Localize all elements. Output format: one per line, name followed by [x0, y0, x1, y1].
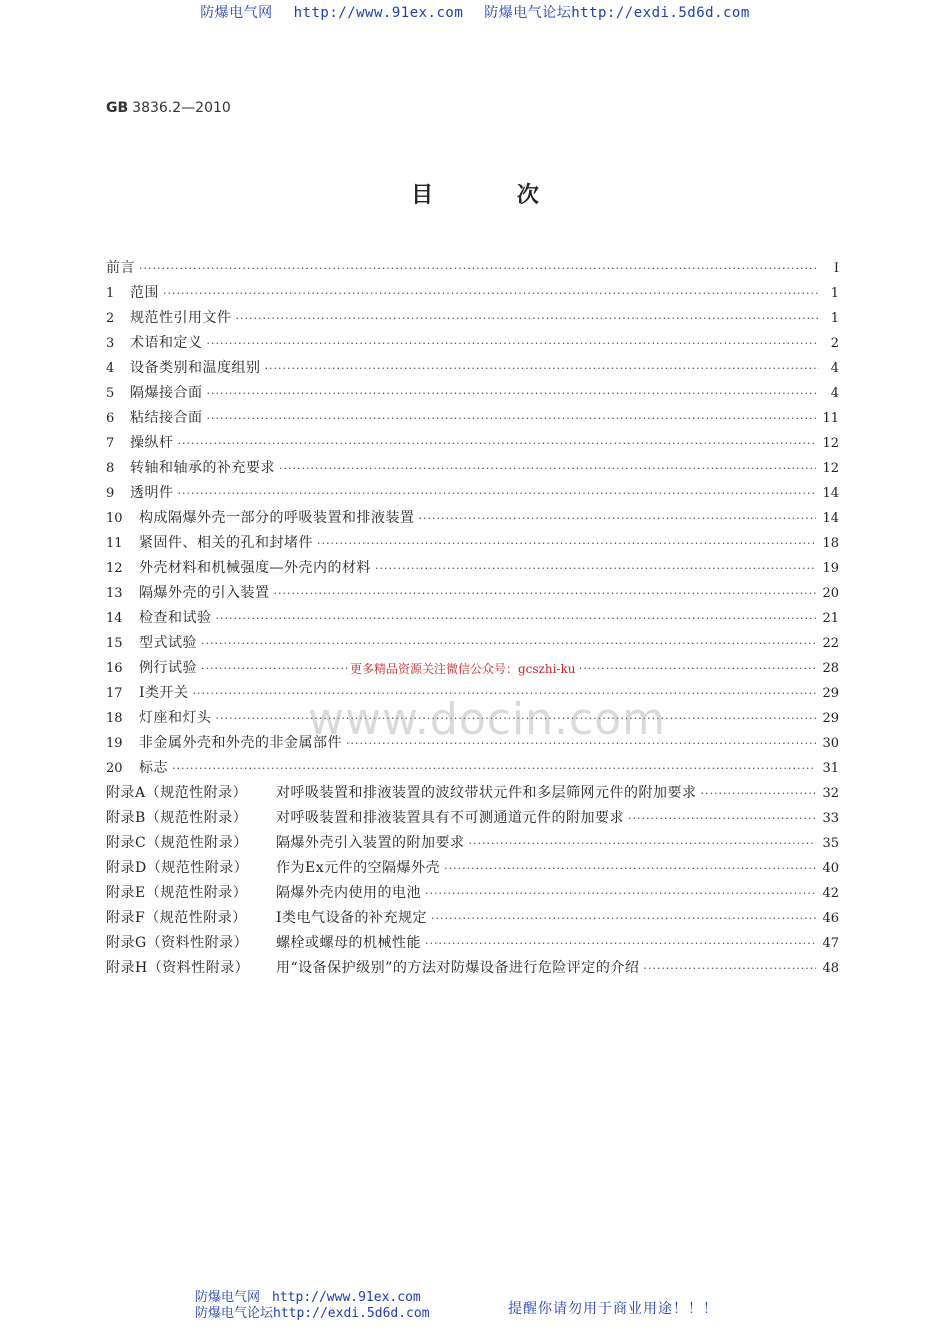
toc-entry[interactable]	[106, 507, 839, 532]
toc-appendix-entry[interactable]	[106, 807, 839, 832]
toc-leader-dots	[207, 387, 820, 400]
footer-line-2	[195, 1306, 430, 1322]
toc-appendix-entry[interactable]	[106, 782, 839, 807]
toc-entry-page: 4	[830, 386, 839, 401]
page-title: 目 次	[411, 183, 577, 208]
toc-leader-dots	[628, 812, 816, 825]
header-site-name: 防爆电气网	[200, 5, 273, 21]
toc-leader-dots	[469, 837, 817, 850]
toc-entry-label: 紧固件、相关的孔和封堵件	[139, 535, 313, 551]
toc-appendix-page: 32	[822, 786, 839, 801]
toc-entry-number: 6	[106, 411, 115, 426]
toc-entry-number: 16	[106, 661, 123, 676]
toc-appendix-page: 47	[822, 936, 839, 951]
toc-leader-dots	[643, 962, 816, 975]
toc-entry[interactable]	[106, 282, 839, 307]
toc-appendix-entry[interactable]	[106, 932, 839, 957]
toc-leader-dots	[431, 912, 816, 925]
toc-entry-label: 规范性引用文件	[130, 310, 232, 326]
toc-leader-dots	[425, 937, 816, 950]
toc-entry[interactable]	[106, 607, 839, 632]
toc-leader-dots	[265, 362, 820, 375]
toc-entry-page: 1	[830, 286, 839, 301]
toc-leader-dots	[207, 337, 820, 350]
toc-leader-dots	[201, 637, 816, 650]
toc-appendix-label: 隔爆外壳引入装置的附加要求	[276, 835, 465, 851]
toc-appendix-label: 对呼吸装置和排液装置的波纹带状元件和多层筛网元件的附加要求	[276, 785, 697, 801]
toc-entry-label: 外壳材料和机械强度—外壳内的材料	[139, 560, 371, 576]
toc-entry-number: 14	[106, 611, 123, 626]
footer-line-1	[195, 1290, 430, 1306]
toc-appendix-prefix: 附录G（资料性附录）	[106, 935, 249, 951]
toc-entry-number: 11	[106, 536, 123, 551]
toc-entry-label: 构成隔爆外壳一部分的呼吸装置和排液装置	[139, 510, 415, 526]
toc-appendix-prefix: 附录B（规范性附录）	[106, 810, 248, 826]
toc-appendix-page: 40	[822, 861, 839, 876]
toc-leader-dots	[279, 462, 816, 475]
toc-entry[interactable]	[106, 407, 839, 432]
toc-appendix-label: 作为Ex元件的空隔爆外壳	[276, 860, 441, 876]
toc-appendix-prefix: 附录D（规范性附录）	[106, 860, 249, 876]
toc-entry[interactable]	[106, 332, 839, 357]
toc-leader-dots	[425, 887, 816, 900]
footer-site-name: 防爆电气网	[195, 1290, 261, 1305]
table-of-contents	[106, 257, 839, 982]
toc-entry[interactable]	[106, 532, 839, 557]
toc-entry-number: 10	[106, 511, 123, 526]
toc-entry-number: 12	[106, 561, 123, 576]
toc-appendix-label: Ⅰ类电气设备的补充规定	[276, 910, 428, 926]
toc-entry[interactable]	[106, 382, 839, 407]
toc-entry-label: 隔爆外壳的引入装置	[139, 585, 270, 601]
toc-entry[interactable]	[106, 257, 839, 282]
toc-leader-dots	[207, 412, 817, 425]
toc-leader-dots	[419, 512, 817, 525]
toc-entry-page: Ⅰ	[833, 261, 839, 276]
toc-appendix-prefix: 附录F（规范性附录）	[106, 910, 247, 926]
toc-entry-page: 14	[822, 511, 839, 526]
toc-entry[interactable]	[106, 582, 839, 607]
toc-entry-page: 4	[830, 361, 839, 376]
toc-entry-page: 12	[822, 461, 839, 476]
toc-appendix-label: 用“设备保护级别”的方法对防爆设备进行危险评定的介绍	[276, 960, 640, 976]
toc-entry-label: 灯座和灯头	[139, 710, 212, 726]
toc-entry-label: 操纵杆	[130, 435, 174, 451]
toc-entry[interactable]	[106, 307, 839, 332]
toc-appendix-prefix: 附录H（资料性附录）	[106, 960, 250, 976]
toc-entry-number: 3	[106, 336, 115, 351]
toc-appendix-prefix: 附录C（规范性附录）	[106, 835, 248, 851]
toc-appendix-prefix: 附录E（规范性附录）	[106, 885, 248, 901]
toc-entry-page: 11	[822, 411, 839, 426]
toc-appendix-label: 隔爆外壳内使用的电池	[276, 885, 421, 901]
toc-leader-dots	[178, 437, 817, 450]
toc-leader-dots	[701, 787, 817, 800]
toc-appendix-entry[interactable]	[106, 957, 839, 982]
toc-entry-page: 29	[822, 711, 839, 726]
toc-entry-label: 前言	[106, 260, 135, 276]
toc-entry-page: 19	[822, 561, 839, 576]
toc-appendix-prefix: 附录A（规范性附录）	[106, 785, 248, 801]
toc-leader-dots	[375, 562, 816, 575]
toc-entry[interactable]	[106, 432, 839, 457]
toc-entry-page: 30	[822, 736, 839, 751]
toc-appendix-label: 螺栓或螺母的机械性能	[276, 935, 421, 951]
toc-appendix-page: 46	[822, 911, 839, 926]
toc-entry-label: 设备类别和温度组别	[130, 360, 261, 376]
toc-entry-number: 4	[106, 361, 115, 376]
toc-leader-dots	[236, 312, 820, 325]
toc-appendix-page: 35	[822, 836, 839, 851]
toc-entry-page: 31	[822, 761, 839, 776]
toc-entry-number: 13	[106, 586, 123, 601]
toc-entry-label: 术语和定义	[130, 335, 203, 351]
standard-code-number: 3836.2—2010	[132, 100, 231, 116]
toc-appendix-label: 对呼吸装置和排液装置具有不可测通道元件的附加要求	[276, 810, 624, 826]
toc-entry[interactable]	[106, 482, 839, 507]
toc-entry-number: 5	[106, 386, 115, 401]
toc-entry-number: 1	[106, 286, 115, 301]
toc-appendix-entry[interactable]	[106, 832, 839, 857]
toc-entry-label: 转轴和轴承的补充要求	[130, 460, 275, 476]
toc-entry-number: 8	[106, 461, 115, 476]
standard-code	[106, 100, 231, 116]
toc-entry-page: 12	[822, 436, 839, 451]
toc-entry-page: 28	[822, 661, 839, 676]
toc-entry-label: 检查和试验	[139, 610, 212, 626]
toc-entry-label: 范围	[130, 285, 159, 301]
toc-entry-number: 2	[106, 311, 115, 326]
toc-entry-page: 2	[830, 336, 839, 351]
toc-entry[interactable]	[106, 357, 839, 382]
toc-entry-number: 17	[106, 686, 123, 701]
toc-entry-label: 型式试验	[139, 635, 197, 651]
toc-appendix-entry[interactable]	[106, 907, 839, 932]
toc-leader-dots	[444, 862, 816, 875]
toc-entry-page: 22	[822, 636, 839, 651]
toc-entry-label: 粘结接合面	[130, 410, 203, 426]
toc-appendix-entry[interactable]	[106, 857, 839, 882]
toc-entry-page: 18	[822, 536, 839, 551]
header-forum[interactable]: 防爆电气论坛http://exdi.5d6d.com	[484, 5, 750, 21]
toc-entry-number: 20	[106, 761, 123, 776]
toc-leader-dots	[216, 612, 817, 625]
toc-entry-page: 14	[822, 486, 839, 501]
toc-entry[interactable]	[106, 757, 839, 782]
toc-leader-dots	[178, 487, 817, 500]
toc-entry[interactable]	[106, 457, 839, 482]
toc-entry[interactable]	[106, 632, 839, 657]
toc-entry-page: 29	[822, 686, 839, 701]
toc-entry-page: 20	[822, 586, 839, 601]
toc-entry-label: Ⅰ类开关	[139, 685, 189, 701]
toc-leader-dots	[274, 587, 817, 600]
docin-watermark: www.docin.com	[308, 694, 667, 745]
toc-leader-dots	[139, 262, 819, 275]
toc-entry-number: 7	[106, 436, 115, 451]
toc-entry-label: 标志	[139, 760, 168, 776]
toc-appendix-page: 33	[822, 811, 839, 826]
footer-forum[interactable]: 防爆电气论坛http://exdi.5d6d.com	[195, 1306, 430, 1321]
toc-entry-number: 19	[106, 736, 123, 751]
footer-links	[195, 1290, 430, 1322]
toc-appendix-page: 48	[822, 961, 839, 976]
toc-leader-dots	[172, 762, 816, 775]
red-watermark-note: 更多精品资源关注微信公众号：gcszhi-ku	[350, 662, 576, 676]
toc-entry-label: 透明件	[130, 485, 174, 501]
toc-entry[interactable]	[106, 557, 839, 582]
toc-entry-page: 21	[822, 611, 839, 626]
toc-entry-number: 18	[106, 711, 123, 726]
toc-appendix-page: 42	[822, 886, 839, 901]
toc-appendix-entry[interactable]	[106, 882, 839, 907]
toc-leader-dots	[163, 287, 819, 300]
footer-url[interactable]: http://www.91ex.com	[272, 1290, 421, 1305]
toc-entry-number: 15	[106, 636, 123, 651]
toc-entry-page: 1	[830, 311, 839, 326]
toc-leader-dots	[317, 537, 816, 550]
standard-code-prefix: GB	[106, 100, 129, 116]
header-url[interactable]: http://www.91ex.com	[293, 5, 464, 21]
toc-entry-number: 9	[106, 486, 115, 501]
toc-entry-label: 例行试验	[139, 660, 197, 676]
header-banner	[0, 2, 950, 22]
toc-entry-label: 非金属外壳和外壳的非金属部件	[139, 735, 342, 751]
toc-entry-label: 隔爆接合面	[130, 385, 203, 401]
footer-warning: 提醒你请勿用于商业用途！！！	[508, 1301, 718, 1317]
